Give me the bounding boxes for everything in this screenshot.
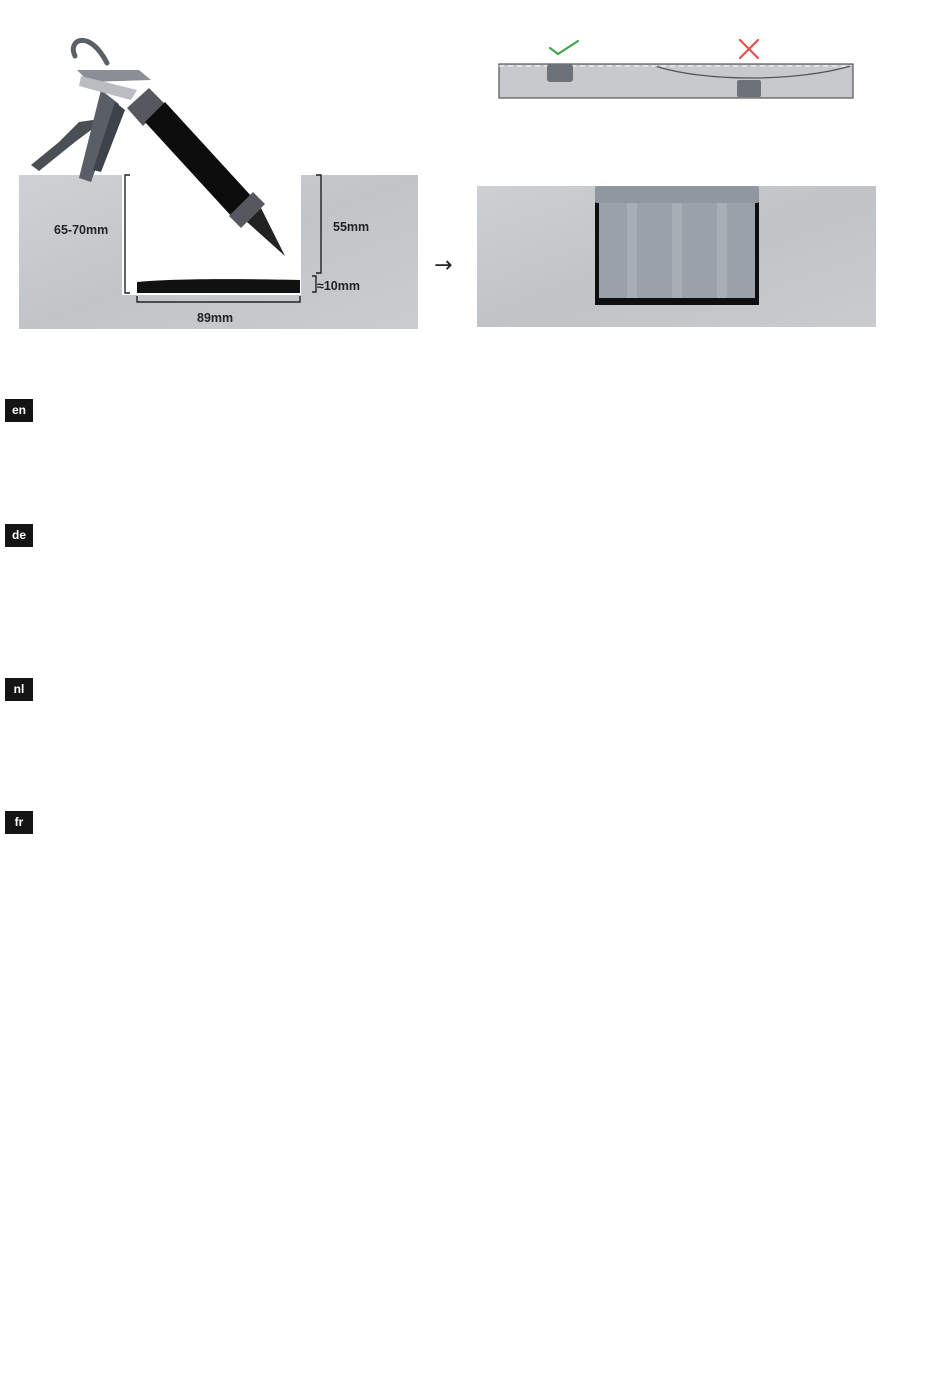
dimension-width-label: 89mm [197, 311, 234, 325]
level-figure [495, 30, 860, 105]
sealant-bead [137, 279, 300, 293]
dimension-bead-label: ≈10mm [317, 279, 360, 293]
language-badge-en: en [5, 399, 33, 422]
depth-bracket-left [125, 175, 130, 293]
correct-check-icon [548, 39, 580, 55]
dimension-upper-label: 55mm [333, 220, 370, 234]
language-badge-fr: fr [5, 811, 33, 834]
dimension-depth-label: 65-70mm [54, 223, 109, 237]
inserted-channel-illustration [477, 184, 877, 329]
arrow-icon: → [434, 253, 453, 278]
right-figure [477, 184, 877, 329]
left-figure [19, 30, 419, 330]
language-badge-de: de [5, 524, 33, 547]
language-badge-nl: nl [5, 678, 33, 701]
wrong-cross-icon [738, 38, 760, 60]
